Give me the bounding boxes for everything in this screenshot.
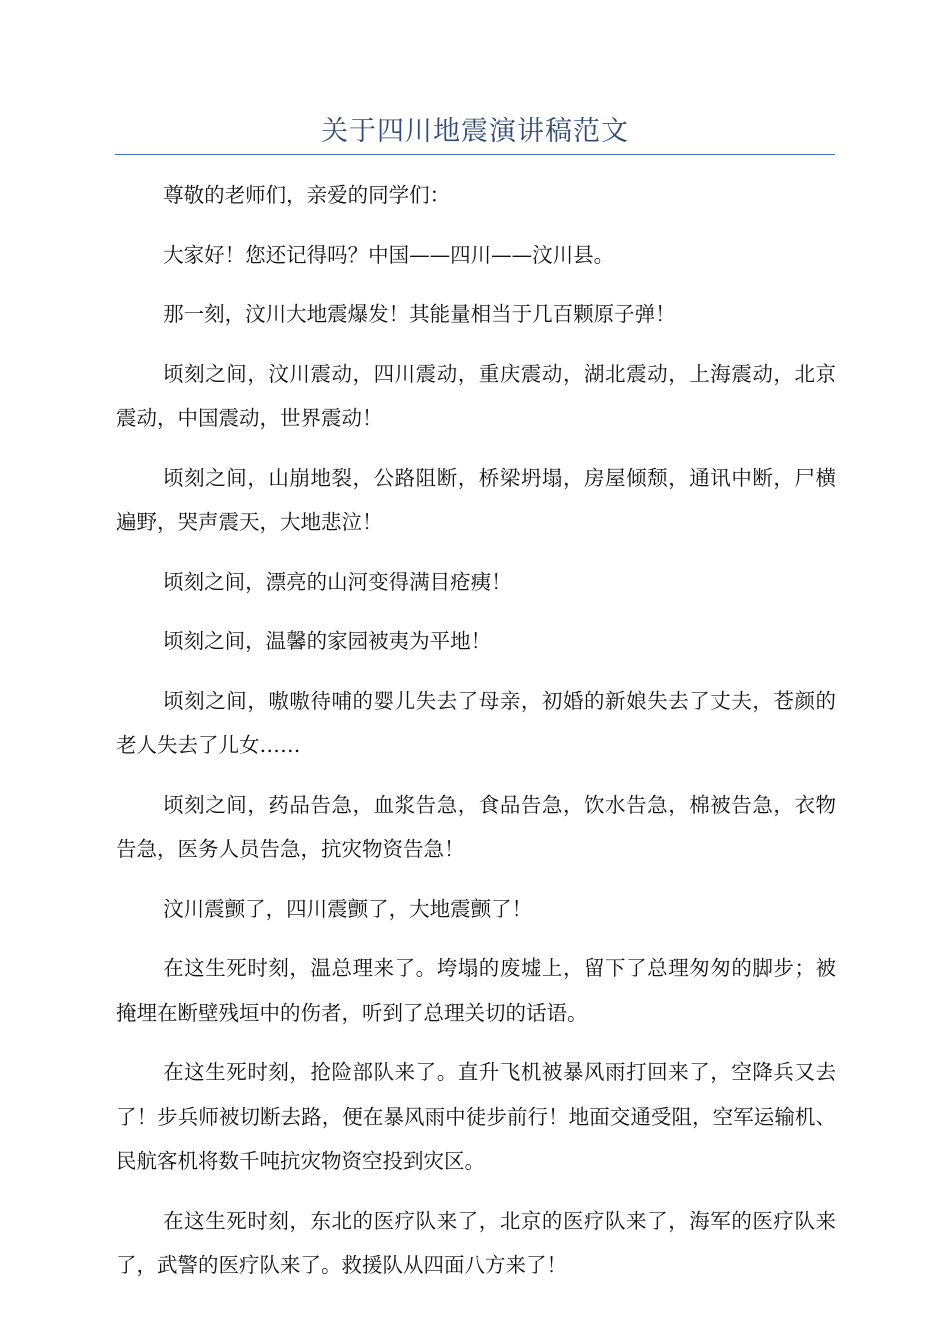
paragraph: 顷刻之间，温馨的家园被夷为平地！ (163, 629, 492, 653)
paragraph-greeting: 尊敬的老师们，亲爱的同学们： (163, 183, 451, 207)
document-title: 关于四川地震演讲稿范文 (321, 116, 629, 147)
document-body (116, 173, 836, 1303)
paragraph: 顷刻之间，嗷嗷待哺的婴儿失去了母亲，初婚的新娘失去了丈夫，苍颜的老人失去了儿女…… (116, 688, 836, 757)
paragraph: 顷刻之间，漂亮的山河变得满目疮痍！ (163, 569, 512, 594)
paragraph: 在这生死时刻，东北的医疗队来了，北京的医疗队来了，海军的医疗队来了，武警的医疗队来了。救援队从四面八方来了！ (116, 1208, 836, 1277)
paragraph: 汶川震颤了，四川震颤了，大地震颤了！ (163, 896, 533, 921)
paragraph: 在这生死时刻，抢险部队来了。直升飞机被暴风雨打回来了，空降兵又去了！步兵师被切断去路，便在暴风雨中徒步前行！地面交通受阻，空军运输机、民航客机将数千吨抗灾物资空投到灾区。 (116, 1060, 836, 1173)
paragraph: 顷刻之间，汶川震动，四川震动，重庆震动，湖北震动，上海震动，北京震动，中国震动，世界震动！ (116, 361, 836, 430)
title-underline (115, 154, 835, 155)
paragraph: 大家好！您还记得吗？中国——四川——汶川县。 (163, 242, 615, 267)
paragraph: 顷刻之间，山崩地裂，公路阻断，桥梁坍塌，房屋倾颓，通讯中断，尸横遍野，哭声震天，大地悲泣！ (116, 465, 836, 534)
paragraph: 顷刻之间，药品告急，血浆告急，食品告急，饮水告急，棉被告急，衣物告急，医务人员告急，抗灾物资告急！ (116, 792, 836, 861)
paragraph: 那一刻，汶川大地震爆发！其能量相当于几百颗原子弹！ (163, 302, 676, 326)
paragraph: 在这生死时刻，温总理来了。垮塌的废墟上，留下了总理匆匆的脚步；被掩埋在断壁残垣中的伤者，听到了总理关切的话语。 (116, 956, 836, 1025)
